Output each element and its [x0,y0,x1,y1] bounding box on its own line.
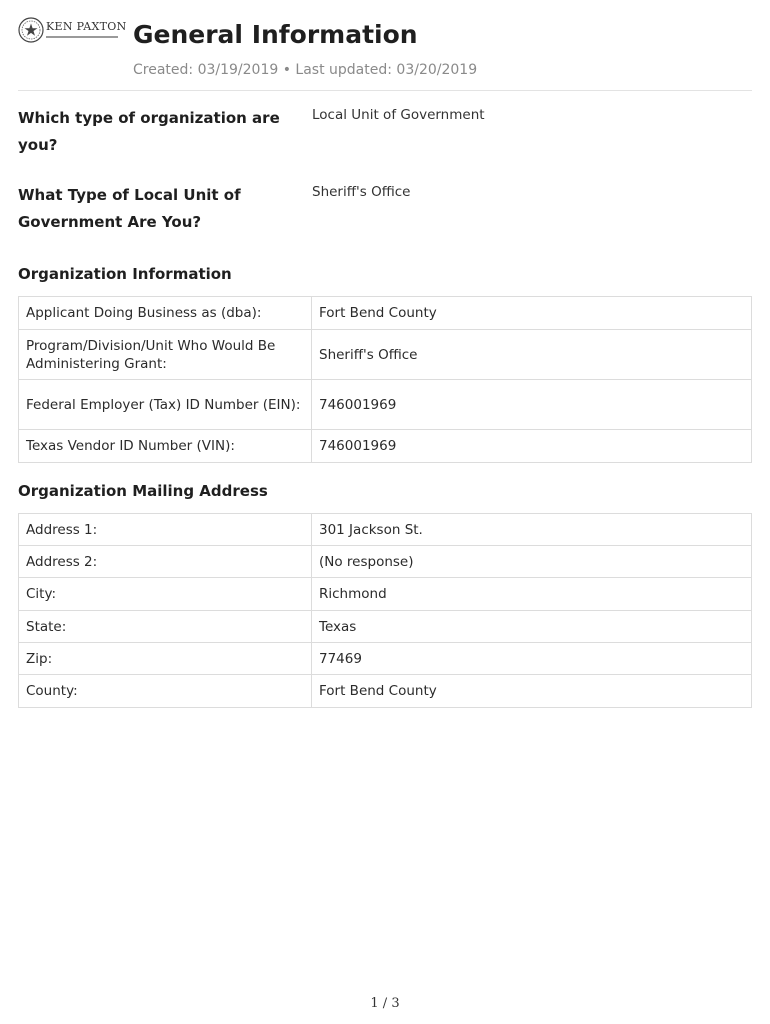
field-label: Federal Employer (Tax) ID Number (EIN): [19,380,312,430]
organization-information-table [18,296,752,463]
table-row [19,380,752,430]
answer-value: Local Unit of Government [312,107,485,123]
organization-information-heading: Organization Information [18,265,232,283]
table-row [19,297,752,330]
field-label: County: [19,675,312,708]
logo-name: KEN PAXTON [46,20,127,33]
field-value: Sheriff's Office [312,330,752,380]
created-updated-dates: Created: 03/19/2019 • Last updated: 03/20/2019 [133,62,478,78]
field-label: City: [19,578,312,611]
field-value: 301 Jackson St. [312,514,752,546]
page-title: General Information [133,20,418,49]
field-label: Address 1: [19,514,312,546]
question-label: Which type of organization are you? [18,109,280,154]
field-label: State: [19,611,312,643]
organization-mailing-address-heading: Organization Mailing Address [18,482,268,500]
field-label: Program/Division/Unit Who Would Be Administering Grant: [19,330,312,380]
question-label: What Type of Local Unit of Government Are You? [18,186,241,231]
field-label: Texas Vendor ID Number (VIN): [19,430,312,463]
organization-mailing-address-table [18,513,752,708]
page-header [18,14,752,91]
field-label: Address 2: [19,546,312,578]
field-value: Fort Bend County [312,675,752,708]
field-value: Texas [312,611,752,643]
field-value: 746001969 [312,430,752,463]
table-row [19,430,752,463]
field-value: 746001969 [312,380,752,430]
page-number: 1 / 3 [370,996,400,1011]
field-value: 77469 [312,643,752,675]
attorney-general-logo [18,16,127,46]
field-value: Fort Bend County [312,297,752,330]
table-row [19,611,752,643]
table-row [19,330,752,380]
field-label: Applicant Doing Business as (dba): [19,297,312,330]
state-seal-icon [18,17,44,43]
answer-value: Sheriff's Office [312,184,411,200]
field-value: (No response) [312,546,752,578]
field-label: Zip: [19,643,312,675]
field-value: Richmond [312,578,752,611]
table-row [19,514,752,546]
table-row [19,578,752,611]
logo-subtitle-line [46,36,118,38]
table-row [19,546,752,578]
table-row [19,675,752,708]
table-row [19,643,752,675]
